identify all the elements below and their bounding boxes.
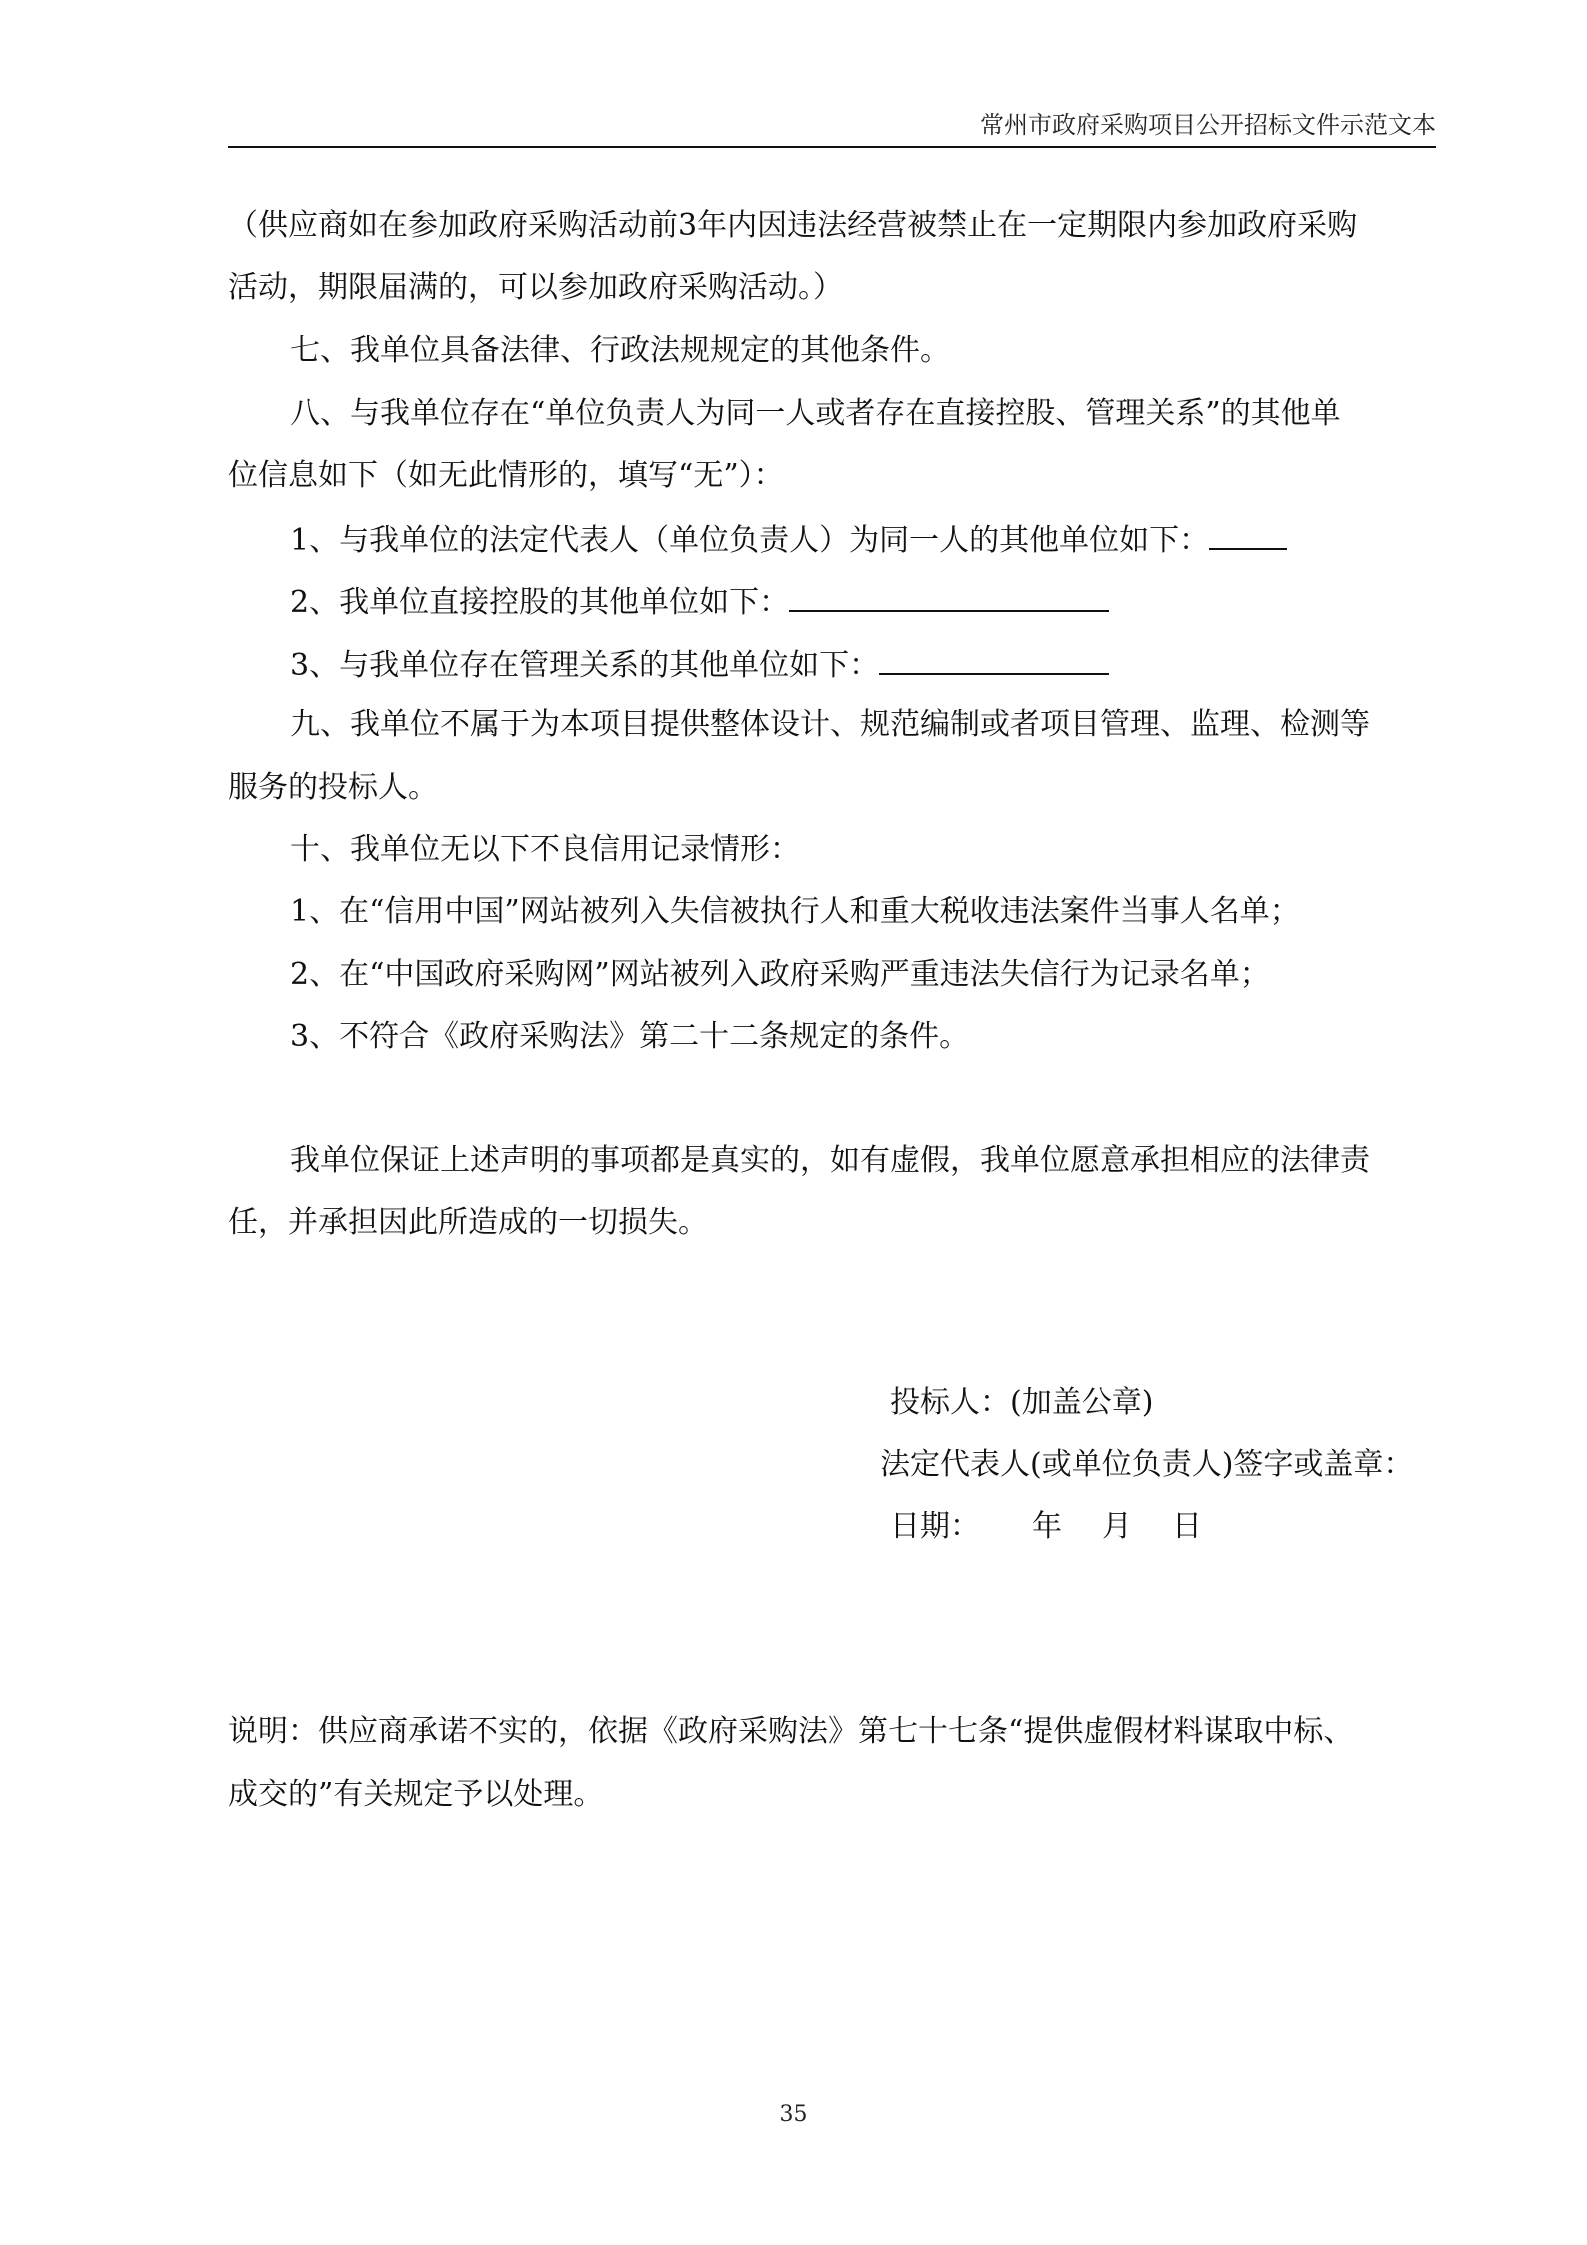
guarantee-line2: 任，并承担因此所造成的一切损失。 (228, 1205, 708, 1240)
note-line1: 说明：供应商承诺不实的，依据《政府采购法》第七十七条“提供虚假材料谋取中标、 (228, 1714, 1354, 1749)
clause-nine-line1: 九、我单位不属于为本项目提供整体设计、规范编制或者项目管理、监理、检测等 (290, 707, 1370, 742)
clause-seven: 七、我单位具备法律、行政法规规定的其他条件。 (290, 333, 950, 368)
clause-eight-sub2 (290, 582, 1436, 621)
legal-representative-signature-label: 法定代表人(或单位负责人)签字或盖章： (880, 1447, 1414, 1482)
header-divider (228, 146, 1436, 148)
page-number: 35 (779, 2102, 808, 2127)
guarantee-line1: 我单位保证上述声明的事项都是真实的，如有虚假，我单位愿意承担相应的法律责 (290, 1143, 1370, 1178)
clause-eight-line2: 位信息如下（如无此情形的，填写“无”）： (228, 458, 784, 493)
date-line (890, 1509, 1202, 1545)
clause-eight-line1: 八、与我单位存在“单位负责人为同一人或者存在直接控股、管理关系”的其他单 (290, 396, 1341, 431)
clause-eight-sub3 (290, 645, 1436, 684)
paragraph-supplier-note-line1: （供应商如在参加政府采购活动前3年内因违法经营被禁止在一定期限内参加政府采购 (228, 208, 1358, 243)
date-label: 日期： (890, 1509, 980, 1544)
clause-eight-sub2-text: 2、我单位直接控股的其他单位如下： (290, 585, 790, 620)
fill-in-blank-1[interactable] (1209, 520, 1287, 550)
paragraph-supplier-note-line2: 活动，期限届满的，可以参加政府采购活动。） (228, 270, 843, 305)
clause-eight-sub1-text: 1、与我单位的法定代表人（单位负责人）为同一人的其他单位如下： (290, 523, 1210, 558)
clause-ten-sub3: 3、不符合《政府采购法》第二十二条规定的条件。 (290, 1019, 970, 1054)
fill-in-blank-3[interactable] (879, 645, 1109, 675)
page-header-title: 常州市政府采购项目公开招标文件示范文本 (980, 111, 1436, 139)
clause-ten-sub1: 1、在“信用中国”网站被列入失信被执行人和重大税收违法案件当事人名单； (290, 894, 1300, 929)
date-year: 年 (1032, 1509, 1062, 1544)
clause-eight-sub3-text: 3、与我单位存在管理关系的其他单位如下： (290, 648, 880, 683)
clause-ten: 十、我单位无以下不良信用记录情形： (290, 832, 800, 867)
date-day: 日 (1172, 1509, 1202, 1544)
bidder-seal-label: 投标人：(加盖公章) (890, 1385, 1154, 1420)
clause-nine-line2: 服务的投标人。 (228, 770, 438, 805)
clause-eight-sub1 (290, 520, 1436, 559)
fill-in-blank-2[interactable] (789, 582, 1109, 612)
date-month: 月 (1102, 1509, 1132, 1544)
clause-ten-sub2: 2、在“中国政府采购网”网站被列入政府采购严重违法失信行为记录名单； (290, 957, 1270, 992)
note-line2: 成交的”有关规定予以处理。 (228, 1777, 604, 1812)
